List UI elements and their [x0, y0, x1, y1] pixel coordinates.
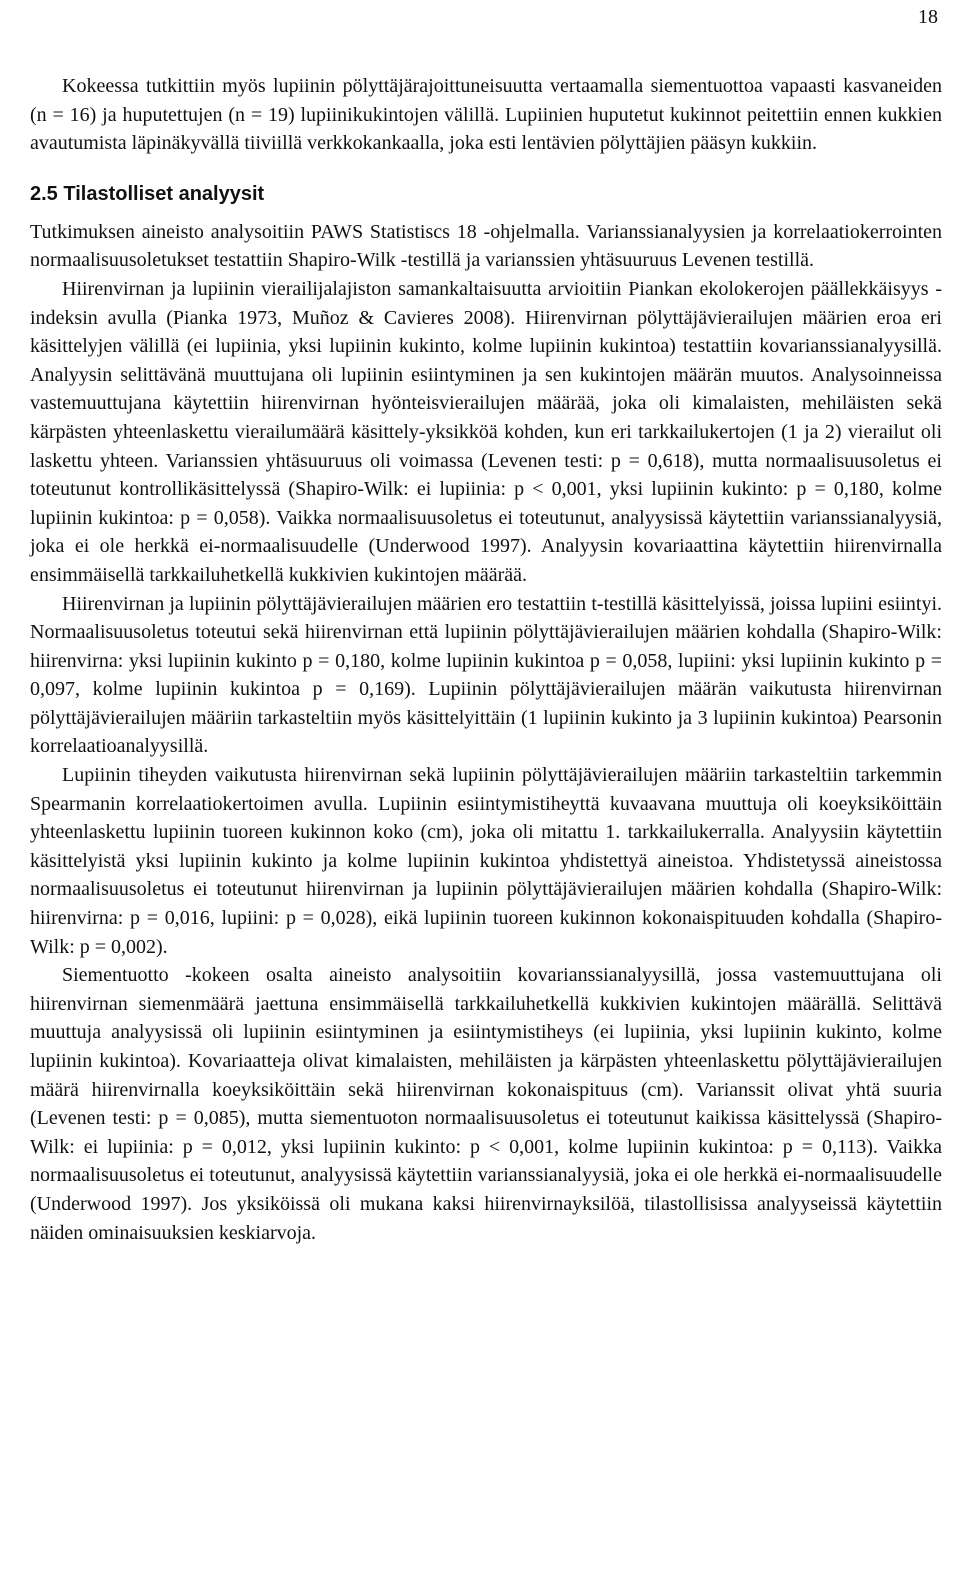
intro-paragraph: Kokeessa tutkittiin myös lupiinin pölyttäjärajoittuneisuutta vertaamalla siementuottoa vapaasti kasvaneiden (n = 16) ja huputettujen (n = 19) lupiinikukintojen välillä. Lupiinien huputetut kukinnot peitettiin ennen kukkien avautumista läpinäkyvällä tiiviillä verkkokankaalla, joka esti lentävien pölyttäjien pääsyn kukkiin.: [30, 75, 942, 155]
paragraph-spearman-correlation: Lupiinin tiheyden vaikutusta hiirenvirnan sekä lupiinin pölyttäjävierailujen määriin tarkasteltiin tarkemmin Spearmanin korrelaatiokertoimen avulla. Lupiinin esiintymistiheyttä kuvaavana muuttuja oli koeyksiköittäin yhteenlaskettu lupiinin tuoreen kukinnon koko (cm), joka oli mitattu 1. tarkkailukerralla. Analyysiin käytettiin käsittelyistä yksi lupiinin kukinto ja kolme lupiinin kukintoa yhdistettyä aineistoa. Yhdistetyssä aineistossa normaalisuusoletus ei toteutunut hiirenvirnan ja lupiinin pölyttäjävierailujen määrien kohdalla (Shapiro-Wilk: hiirenvirna: p = 0,016, lupiini: p = 0,028), eikä lupiinin tuoreen kukinnon kokonaispituuden kohdalla (Shapiro-Wilk: p = 0,002).: [30, 764, 942, 958]
paragraph-seed-production: Siementuotto -kokeen osalta aineisto analysoitiin kovarianssianalyysillä, jossa vastemuuttujana oli hiirenvirnan siemenmäärä jaettuna ensimmäisellä tarkkailuhetkellä kukkivien kukintojen määrällä. Selittävä muuttuja analyysissä oli lupiinin esiintyminen ja esiintymistiheys (ei lupiinia, yksi lupiinin kukinto, kolme lupiinin kukintoa). Kovariaatteja olivat kimalaisten, mehiläisten ja kärpästen yhteenlaskettu pölyttäjävierailujen määrä hiirenvirnalla koeyksiköittäin sekä hiirenvirnan kokonaispituus (cm). Varianssit olivat yhtä suuria (Levenen testi: p = 0,085), mutta siementuoton normaalisuusoletus ei toteutunut kaikissa käsittelyssä (Shapiro-Wilk: ei lupiinia: p = 0,012, yksi lupiinin kukinto: p < 0,001, kolme lupiinin kukintoa: p = 0,113). Vaikka normaalisuusoletus ei toteutunut, analyysissä käytettiin varianssianalyysiä, joka ei ole herkkä ei-normaalisuudelle (Underwood 1997). Jos yksiköissä oli mukana kaksi hiirenvirnayksilöä, tilastollisissa analyyseissä käytettiin näiden ominaisuuksien keskiarvoja.: [30, 964, 942, 1244]
page-body: [30, 72, 942, 1247]
paragraph-t-test: Hiirenvirnan ja lupiinin pölyttäjävierailujen määrien ero testattiin t-testillä käsittelyissä, joissa lupiini esiintyi. Normaalisuusoletus toteutui sekä hiirenvirnan että lupiinin pölyttäjävierailujen määrien kohdalla (Shapiro-Wilk: hiirenvirna: yksi lupiinin kukinto p = 0,180, kolme lupiinin kukintoa p = 0,058, lupiini: yksi lupiinin kukinto p = 0,097, kolme lupiinin kukintoa p = 0,169). Lupiinin pölyttäjävierailujen määrän vaikutusta hiirenvirnan pölyttäjävierailujen määriin tarkasteltiin myös käsittelyittäin (1 lupiinin kukinto ja 3 lupiinin kukintoa) Pearsonin korrelaatioanalyysillä.: [30, 592, 942, 758]
section-heading: 2.5 Tilastolliset analyysit: [30, 182, 265, 205]
paragraph-data-analysis-software: Tutkimuksen aineisto analysoitiin PAWS Statistiscs 18 -ohjelmalla. Varianssianalyysien ja korrelaatiokerrointen normaalisuusoletukset testattiin Shapiro-Wilk -testillä ja varianssien yhtäsuuruus Levenen testillä.: [30, 220, 942, 272]
paragraph-covariance-analysis: Hiirenvirnan ja lupiinin vierailijalajiston samankaltaisuutta arvioitiin Piankan ekolokerojen päällekkäisyys -indeksin avulla (Pianka 1973, Muñoz & Cavieres 2008). Hiirenvirnan pölyttäjävierailujen määrien eroa eri käsittelyjen välillä (ei lupiinia, yksi lupiinin kukinto, kolme lupiinin kukintoa) testattiin kovarianssianalyysillä. Analyysin selittävänä muuttujana oli lupiinin esiintyminen ja sen kukintojen määrän muutos. Analysoinneissa vastemuuttujana käytettiin hiirenvirnan hyönteisvierailujen määrää, joka oli kimalaisten, mehiläisten sekä kärpästen yhteenlaskettu vierailumäärä käsittely-yksikköä kohden, kun eri tarkkailukertojen (1 ja 2) vierailut oli laskettu yhteen. Varianssien yhtäsuuruus oli voimassa (Levenen testi: p = 0,618), mutta normaalisuusoletus ei toteutunut kontrollikäsittelyssä (Shapiro-Wilk: ei lupiinia: p < 0,001, yksi lupiinin kukinto: p = 0,180, kolme lupiinin kukintoa: p = 0,058). Vaikka normaalisuusoletus ei toteutunut, analyysissä käytettiin varianssianalyysiä, joka ei ole herkkä ei-normaalisuudelle (Underwood 1997). Analyysin kovariaattina käytettiin hiirenvirnalla ensimmäisellä tarkkailuhetkellä kukkivien kukintojen määrää.: [30, 277, 942, 586]
page-number: 18: [918, 6, 938, 28]
